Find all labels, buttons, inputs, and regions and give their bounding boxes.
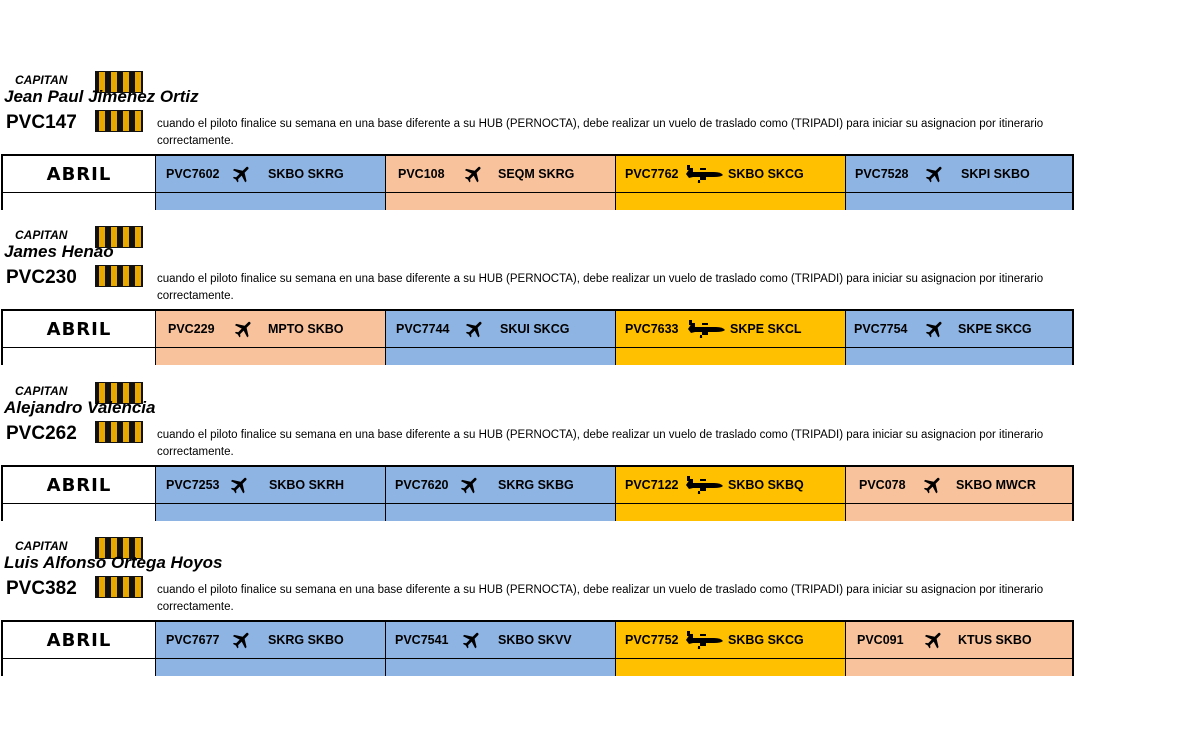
jet-plane-icon: [232, 318, 256, 340]
flight-number: PVC7744: [396, 322, 450, 336]
schedule-table: [1, 154, 1074, 210]
transfer-note: cuando el piloto finalice su semana en una base diferente a su HUB (PERNOCTA), debe realizar un vuelo de traslado como (TRIPADI) para iniciar su asignacion por itinerario correctamente.: [157, 118, 1044, 147]
flight-subcell: [616, 658, 846, 676]
flight-cell[interactable]: [846, 467, 1072, 503]
flight-number: PVC7752: [625, 633, 679, 647]
flight-subcell: [156, 347, 386, 365]
pilot-rank: CAPITAN: [15, 384, 68, 398]
month-label: ABRIL: [3, 311, 156, 347]
jet-plane-icon: [230, 163, 254, 185]
flight-route: SKPI SKBO: [961, 167, 1030, 181]
flight-number: PVC229: [168, 322, 215, 336]
flight-subcell: [846, 347, 1072, 365]
rank-insignia-icon: [95, 576, 143, 598]
flight-route: SKBO MWCR: [956, 478, 1036, 492]
flight-cell[interactable]: [386, 311, 616, 347]
flight-number: PVC108: [398, 167, 445, 181]
flight-subcell: [616, 192, 846, 210]
flight-route: KTUS SKBO: [958, 633, 1032, 647]
flight-number: PVC078: [859, 478, 906, 492]
turboprop-plane-icon: [684, 165, 724, 187]
flight-subcell: [616, 503, 846, 521]
pilot-code: PVC262: [6, 423, 77, 444]
pilot-name: Luis Alfonso Ortega Hoyos: [4, 553, 223, 572]
flight-subcell: [616, 347, 846, 365]
flight-number: PVC7541: [395, 633, 449, 647]
flight-route: SKBG SKCG: [728, 633, 804, 647]
flight-subcell: [386, 503, 616, 521]
transfer-note: cuando el piloto finalice su semana en una base diferente a su HUB (PERNOCTA), debe realizar un vuelo de traslado como (TRIPADI) para iniciar su asignacion por itinerario correctamente.: [157, 584, 1044, 613]
flight-subcell: [386, 658, 616, 676]
flight-number: PVC7762: [625, 167, 679, 181]
flight-subcell: [156, 658, 386, 676]
flight-cell[interactable]: [156, 622, 386, 658]
flight-route: SKRG SKBO: [268, 633, 344, 647]
flight-cell[interactable]: [156, 467, 386, 503]
flight-route: SKBO SKRH: [269, 478, 345, 492]
turboprop-plane-icon: [684, 631, 724, 653]
pilot-rank: CAPITAN: [15, 228, 68, 242]
jet-plane-icon: [462, 163, 486, 185]
flight-subcell: [386, 192, 616, 210]
flight-route: SKRG SKBG: [498, 478, 574, 492]
turboprop-plane-icon: [684, 476, 724, 498]
month-label: ABRIL: [3, 156, 156, 192]
jet-plane-icon: [463, 318, 487, 340]
flight-number: PVC091: [857, 633, 904, 647]
flight-route: SKBO SKBQ: [728, 478, 804, 492]
rank-insignia-icon: [95, 421, 143, 443]
flight-number: PVC7633: [625, 322, 679, 336]
transfer-note: cuando el piloto finalice su semana en una base diferente a su HUB (PERNOCTA), debe realizar un vuelo de traslado como (TRIPADI) para iniciar su asignacion por itinerario correctamente.: [157, 429, 1044, 458]
rank-insignia-icon: [95, 110, 143, 132]
flight-number: PVC7122: [625, 478, 679, 492]
flight-subcell: [846, 503, 1072, 521]
pilot-block: [0, 228, 1200, 378]
flight-subcell: [846, 192, 1072, 210]
jet-plane-icon: [922, 629, 946, 651]
flight-subcell: [846, 658, 1072, 676]
pilot-name: Jean Paul Jimenez Ortiz: [4, 87, 199, 106]
flight-cell[interactable]: [846, 311, 1072, 347]
flight-cell[interactable]: [846, 622, 1072, 658]
flight-route: SKPE SKCG: [958, 322, 1032, 336]
flight-number: PVC7602: [166, 167, 220, 181]
flight-route: SKPE SKCL: [730, 322, 802, 336]
jet-plane-icon: [230, 629, 254, 651]
rank-insignia-icon: [95, 265, 143, 287]
flight-route: SKUI SKCG: [500, 322, 570, 336]
flight-cell[interactable]: [156, 311, 386, 347]
flight-number: PVC7253: [166, 478, 220, 492]
flight-cell[interactable]: [616, 156, 846, 192]
flight-route: SKBO SKCG: [728, 167, 804, 181]
pilot-rank: CAPITAN: [15, 539, 68, 553]
transfer-note: cuando el piloto finalice su semana en una base diferente a su HUB (PERNOCTA), debe realizar un vuelo de traslado como (TRIPADI) para iniciar su asignacion por itinerario correctamente.: [157, 273, 1044, 302]
flight-route: SEQM SKRG: [498, 167, 575, 181]
flight-cell[interactable]: [616, 311, 846, 347]
flight-subcell: [156, 192, 386, 210]
jet-plane-icon: [923, 318, 947, 340]
month-empty-cell: [3, 347, 156, 365]
flight-number: PVC7754: [854, 322, 908, 336]
pilot-block: [0, 384, 1200, 534]
pilot-name: Alejandro Valencia: [4, 398, 156, 417]
flight-route: SKBO SKRG: [268, 167, 344, 181]
schedule-table: [1, 465, 1074, 521]
jet-plane-icon: [923, 163, 947, 185]
flight-number: PVC7528: [855, 167, 909, 181]
pilot-code: PVC382: [6, 578, 77, 599]
flight-cell[interactable]: [156, 156, 386, 192]
month-empty-cell: [3, 192, 156, 210]
pilot-code: PVC147: [6, 112, 77, 133]
flight-cell[interactable]: [386, 467, 616, 503]
turboprop-plane-icon: [686, 320, 726, 342]
month-empty-cell: [3, 658, 156, 676]
jet-plane-icon: [921, 474, 945, 496]
month-empty-cell: [3, 503, 156, 521]
flight-route: MPTO SKBO: [268, 322, 344, 336]
pilot-code: PVC230: [6, 267, 77, 288]
flight-number: PVC7620: [395, 478, 449, 492]
jet-plane-icon: [228, 474, 252, 496]
flight-cell[interactable]: [846, 156, 1072, 192]
flight-route: SKBO SKVV: [498, 633, 572, 647]
pilot-block: [0, 73, 1200, 223]
schedule-table: [1, 620, 1074, 676]
pilot-block: [0, 539, 1200, 689]
flight-cell[interactable]: [386, 156, 616, 192]
flight-number: PVC7677: [166, 633, 220, 647]
pilot-rank: CAPITAN: [15, 73, 68, 87]
flight-subcell: [386, 347, 616, 365]
schedule-table: [1, 309, 1074, 365]
jet-plane-icon: [460, 629, 484, 651]
pilot-name: James Henao: [4, 242, 114, 261]
month-label: ABRIL: [3, 467, 156, 503]
jet-plane-icon: [458, 474, 482, 496]
flight-cell[interactable]: [616, 467, 846, 503]
month-label: ABRIL: [3, 622, 156, 658]
flight-cell[interactable]: [386, 622, 616, 658]
flight-subcell: [156, 503, 386, 521]
flight-cell[interactable]: [616, 622, 846, 658]
